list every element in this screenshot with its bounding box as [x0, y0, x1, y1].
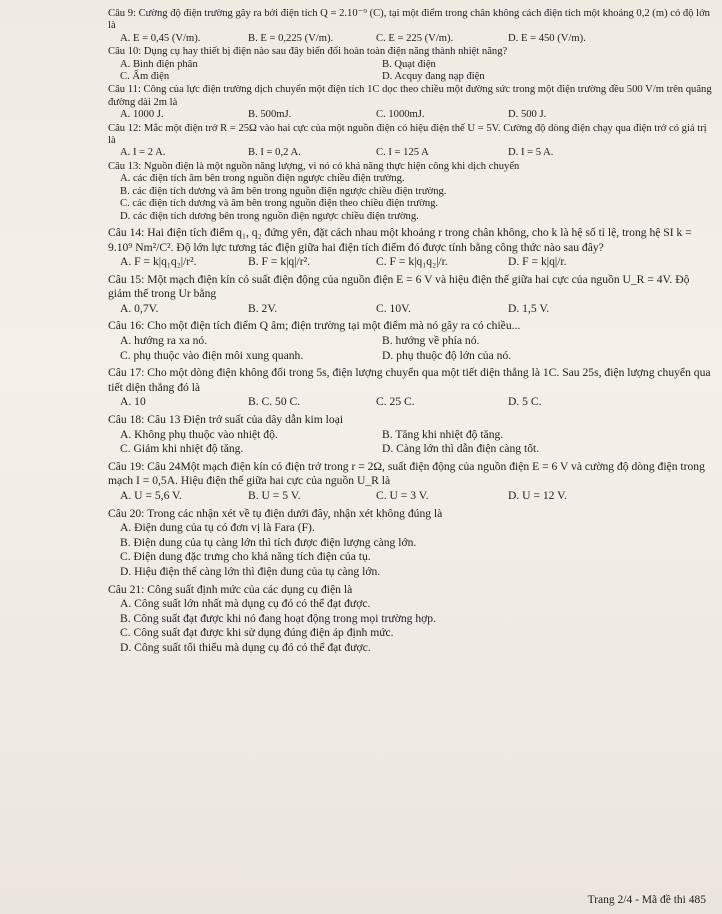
question-stem: Câu 17: Cho một dòng điện không đổi trong 5s, điện lượng chuyển qua một tiết diện thẳng là 1C. Sau 25s, điện lượng chuyển qua tiết diện thẳng đó là	[108, 366, 711, 394]
question-18	[108, 413, 713, 457]
answer-option-b: B. Điện dung của tụ càng lớn thì tích được điện lượng càng lớn.	[120, 535, 417, 549]
answer-option-b: B. Quạt điện	[382, 58, 436, 70]
answer-option-c: C. Công suất đạt được khi sử dụng đúng điện áp định mức.	[120, 626, 394, 640]
question-10	[108, 46, 713, 83]
question-14	[108, 226, 713, 270]
answer-option-a: A. 0,7V.	[120, 301, 159, 315]
answer-option-d: D. U = 12 V.	[508, 489, 567, 502]
answer-option-b: B. hướng về phía nó.	[382, 334, 480, 348]
answer-options	[108, 521, 713, 579]
answer-option-c: C. I = 125 A	[376, 147, 429, 159]
question-list	[108, 8, 713, 657]
question-stem: Câu 13: Nguồn điện là một nguồn năng lượng, vì nó có khả năng thực hiện công khi dịch chuyển	[108, 160, 520, 172]
answer-option-b: B. Công suất đạt được khi nó đang hoạt động trong mọi trường hợp.	[120, 611, 436, 625]
answer-option-d: D. 1,5 V.	[508, 301, 550, 315]
answer-option-d: D. Acquy đang nạp điện	[382, 71, 485, 83]
answer-option-d: D. Công suất tối thiểu mà dụng cụ đó có thể đạt được.	[120, 640, 371, 654]
answer-option-a: A. U = 5,6 V.	[120, 489, 182, 502]
answer-option-d: D. F = k|q|/r.	[508, 255, 567, 269]
answer-options	[108, 255, 713, 270]
answer-option-a: A. hướng ra xa nó.	[120, 334, 208, 348]
answer-option-a: A. E = 0,45 (V/m).	[120, 32, 201, 44]
answer-option-a: A. Bình điện phân	[120, 58, 198, 70]
answer-option-b: B. E = 0,225 (V/m).	[248, 32, 334, 44]
answer-option-b: B. U = 5 V.	[248, 489, 301, 502]
question-stem: Câu 19: Câu 24Một mạch điện kín có điện trở trong r = 2Ω, suất điện động của nguồn điện E = 6 V và cường độ dòng điện trong mạch I = 0,5A. Hiệu điện thế giữa hai cực của nguồn U_R là	[108, 459, 705, 488]
answer-options	[108, 597, 713, 655]
answer-option-a: A. 10	[120, 395, 146, 409]
question-19	[108, 460, 713, 504]
answer-option-a: A. Công suất lớn nhất mà dụng cụ đó có thể đạt được.	[120, 597, 371, 611]
question-stem: Câu 16: Cho một điện tích điểm Q âm; điện trường tại một điểm mà nó gây ra có chiều...	[108, 319, 521, 333]
answer-option-c: C. Giảm khi nhiệt độ tăng.	[120, 442, 244, 456]
question-13	[108, 161, 713, 223]
answer-option-a: A. Không phụ thuộc vào nhiệt độ.	[120, 427, 278, 441]
question-11	[108, 84, 713, 121]
answer-options	[108, 302, 713, 317]
question-stem: Câu 18: Câu 13 Điện trở suất của dây dẫn kim loại	[108, 413, 344, 427]
question-stem: Câu 15: Một mạch điện kín có suất điện động của nguồn điện E = 6 V và hiệu điện thế giữa hai cực của nguồn U_R = 4V. Độ giảm thế trong Ur bằng	[108, 272, 690, 301]
page-footer: Trang 2/4 - Mã đề thi 485	[587, 894, 706, 906]
question-stem: Câu 20: Trong các nhận xét về tụ điện dưới đây, nhận xét không đúng là	[108, 506, 443, 520]
answer-option-d: D. phụ thuộc độ lớn của nó.	[382, 348, 512, 362]
question-stem: Câu 21: Công suất định mức của các dụng cụ điện là	[108, 582, 353, 596]
answer-option-d: D. Hiệu điện thế càng lớn thì điện dung của tụ càng lớn.	[120, 564, 381, 578]
answer-option-d: D. các điện tích dương bên trong nguồn điện ngược chiều điện trường.	[120, 210, 419, 222]
question-stem: Câu 9: Cường độ điện trường gây ra bởi điện tích Q = 2.10⁻⁹ (C), tại một điểm trong chân không cách điện tích một khoảng 0,2 (m) có độ lớn là	[108, 8, 710, 32]
answer-option-b: B. C. 50 C.	[248, 395, 301, 409]
answer-options	[108, 59, 713, 84]
answer-options	[108, 173, 713, 223]
answer-option-b: B. các điện tích dương và âm bên trong nguồn điện ngược chiều điện trường.	[120, 185, 447, 197]
question-stem: Câu 14: Hai điện tích điểm q₁, q₂ đứng yên, đặt cách nhau một khoảng r trong chân không, cho k là hệ số tỉ lệ, trong hệ SI k = 9.10⁹ Nm²/C². Độ lớn lực tương tác điện giữa hai điện tích điểm đó được tính bằng công thức nào sau đây?	[108, 225, 692, 254]
answer-option-c: C. Ấm điện	[120, 71, 170, 83]
answer-option-d: D. I = 5 A.	[508, 147, 554, 159]
answer-option-c: C. 25 C.	[376, 395, 415, 409]
question-stem: Câu 11: Công của lực điện trường dịch chuyển một điện tích 1C dọc theo chiều một đường sức trong một điện trường đều 500 V/m trên quãng đường dài 2m là	[108, 84, 712, 108]
question-12	[108, 123, 713, 160]
answer-option-b: B. Tăng khi nhiệt độ tăng.	[382, 427, 504, 441]
answer-option-a: A. các điện tích âm bên trong nguồn điện ngược chiều điện trường.	[120, 173, 405, 185]
answer-option-c: C. 10V.	[376, 301, 411, 315]
answer-option-a: A. 1000 J.	[120, 109, 164, 121]
question-16	[108, 319, 713, 363]
question-9	[108, 8, 713, 45]
answer-options	[108, 109, 713, 121]
question-stem: Câu 12: Mắc một điện trở R = 25Ω vào hai cực của một nguồn điện có hiệu điện thế U = 5V. Cường độ dòng điện chạy qua điện trở có giá trị là	[108, 122, 707, 147]
answer-option-d: D. 5 C.	[508, 395, 542, 409]
answer-option-c: C. phụ thuộc vào điện môi xung quanh.	[120, 348, 304, 362]
question-15	[108, 273, 713, 317]
answer-option-a: A. I = 2 A.	[120, 147, 166, 159]
question-17	[108, 366, 713, 410]
answer-option-d: D. 500 J.	[508, 109, 547, 121]
answer-option-b: B. I = 0,2 A.	[248, 147, 301, 159]
answer-option-d: D. Càng lớn thì dẫn điện càng tốt.	[382, 442, 540, 456]
answer-option-c: C. U = 3 V.	[376, 489, 429, 502]
answer-option-c: C. Điện dung đặc trưng cho khả năng tích điện của tụ.	[120, 550, 371, 564]
answer-options	[108, 33, 713, 45]
question-stem: Câu 10: Dụng cụ hay thiết bị điện nào sau đây biến đổi hoàn toàn điện năng thành nhiệt năng?	[108, 46, 508, 58]
answer-option-b: B. F = k|q|/r².	[248, 255, 311, 269]
answer-options	[108, 395, 713, 410]
answer-option-a: A. F = k|q₁q₂|/r².	[120, 255, 197, 269]
question-21	[108, 583, 713, 656]
answer-option-b: B. 500mJ.	[248, 109, 292, 121]
answer-options	[108, 428, 713, 457]
answer-option-a: A. Điện dung của tụ có đơn vị là Fara (F).	[120, 521, 315, 535]
answer-option-c: C. 1000mJ.	[376, 109, 425, 121]
answer-option-c: C. F = k|q₁q₂|/r.	[376, 255, 448, 269]
answer-options	[108, 334, 713, 363]
answer-option-d: D. E = 450 (V/m).	[508, 32, 586, 44]
question-20	[108, 507, 713, 580]
answer-option-c: C. E = 225 (V/m).	[376, 32, 454, 44]
answer-option-c: C. các điện tích dương và âm bên trong nguồn điện theo chiều điện trường.	[120, 198, 439, 210]
answer-option-b: B. 2V.	[248, 301, 278, 315]
answer-options	[108, 147, 713, 159]
answer-options	[108, 489, 713, 504]
